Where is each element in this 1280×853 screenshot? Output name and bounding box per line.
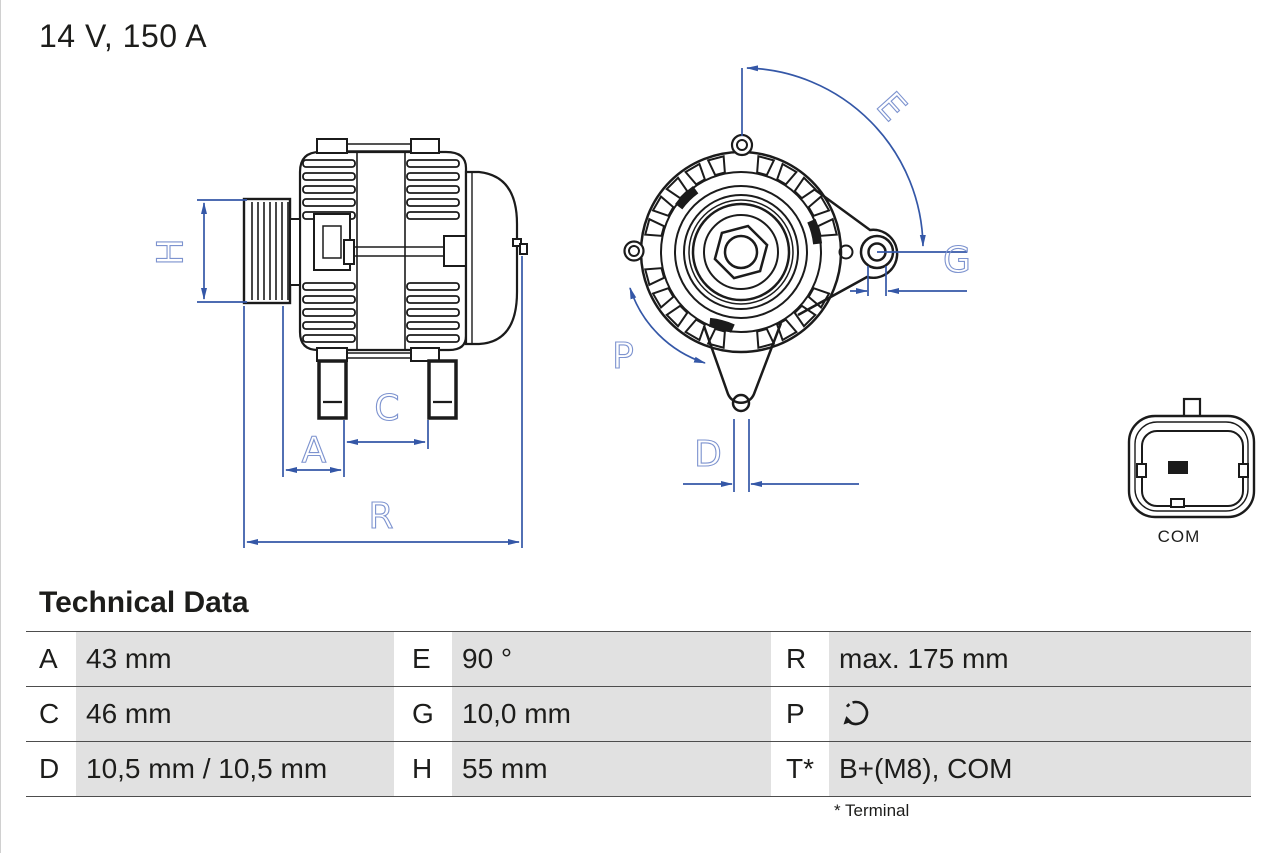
- technical-data-table: [26, 631, 1251, 797]
- dimension-label-p: P: [612, 336, 634, 377]
- dim-key-cell: D: [26, 742, 76, 796]
- alternator-side-view: [151, 139, 528, 548]
- rotation-direction-icon: [839, 698, 875, 730]
- top-lug: [732, 135, 752, 155]
- technical-data-heading: Technical Data: [39, 586, 249, 619]
- dimension-label-r: R: [368, 496, 394, 537]
- dim-value-cell: 90 °: [452, 632, 771, 686]
- connector-label: COM: [1157, 527, 1201, 546]
- dimension-h: [151, 200, 248, 302]
- dim-value-cell: [829, 687, 1251, 741]
- dimension-label-d: D: [694, 434, 722, 475]
- rear-cover: [466, 172, 517, 344]
- dim-value-cell: B+(M8), COM: [829, 742, 1251, 796]
- dimension-d: [683, 419, 859, 492]
- dim-key-cell: T*: [771, 742, 829, 796]
- dim-key-cell: P: [771, 687, 829, 741]
- left-lug: [625, 242, 644, 261]
- dimension-label-a: A: [301, 430, 327, 471]
- dim-key-cell: A: [26, 632, 76, 686]
- dim-key-cell: H: [394, 742, 452, 796]
- shaft-nut: [715, 226, 767, 278]
- dim-value-cell: 46 mm: [76, 687, 394, 741]
- technical-drawing: [1, 0, 1280, 580]
- alternator-front-view: [612, 68, 971, 492]
- table-row: [26, 687, 1251, 742]
- dimension-c: [347, 388, 428, 449]
- dim-value-cell: 55 mm: [452, 742, 771, 796]
- dim-value-cell: 10,0 mm: [452, 687, 771, 741]
- vent-slots: [645, 156, 837, 348]
- dimension-label-e: E: [868, 84, 914, 130]
- terminal-footnote: * Terminal: [834, 801, 910, 820]
- table-row: [26, 742, 1251, 797]
- dim-key-cell: R: [771, 632, 829, 686]
- dim-key-cell: G: [394, 687, 452, 741]
- dimension-label-h: H: [150, 238, 192, 266]
- connector-pin: [1168, 461, 1188, 474]
- dimension-label-g: G: [943, 240, 971, 281]
- dim-value-cell: 43 mm: [76, 632, 394, 686]
- product-spec-title: 14 V, 150 A: [39, 18, 208, 54]
- dim-key-cell: C: [26, 687, 76, 741]
- table-row: [26, 632, 1251, 687]
- dim-value-cell: 10,5 mm / 10,5 mm: [76, 742, 394, 796]
- connector-diagram: [1129, 399, 1254, 546]
- dim-key-cell: E: [394, 632, 452, 686]
- dim-value-cell: max. 175 mm: [829, 632, 1251, 686]
- pulley: [244, 199, 300, 303]
- dimension-label-c: C: [374, 388, 400, 429]
